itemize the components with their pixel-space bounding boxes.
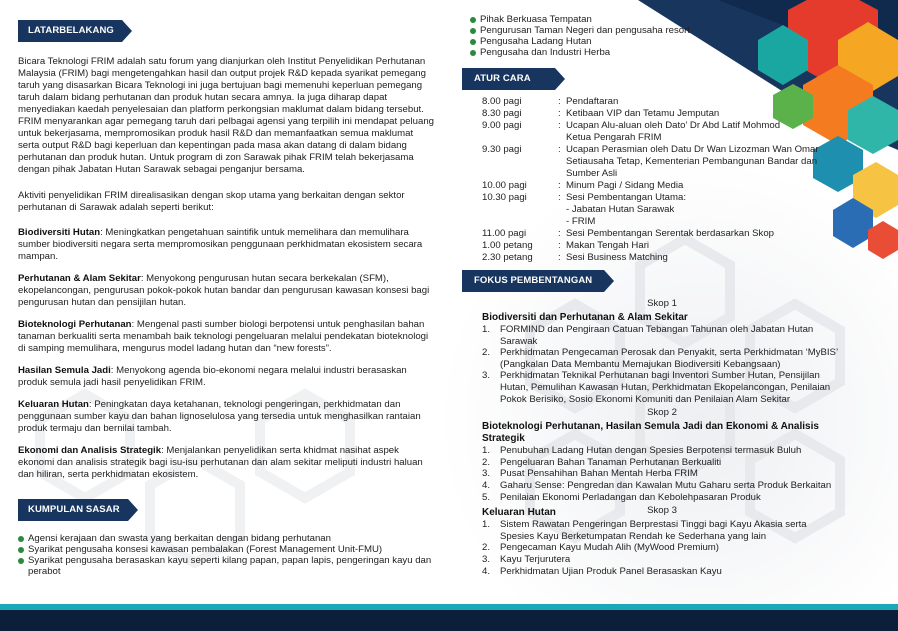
- item-text: Penilaian Ekonomi Perladangan dan Kebolehpasaran Produk: [500, 491, 761, 503]
- footer-accent-strip: [0, 604, 898, 610]
- schedule-sep: [558, 204, 566, 216]
- skop-label: Skop 1: [647, 298, 677, 309]
- list-item: [482, 457, 842, 469]
- schedule-time: [482, 156, 558, 180]
- list-item: [482, 324, 842, 347]
- list-item: Syarikat pengusaha berasaskan kayu seperti kilang papan, papan lapis, pengeringan kayu dan perabot: [18, 555, 436, 577]
- list-item: Pihak Berkuasa Tempatan: [470, 14, 842, 25]
- right-column: [462, 14, 842, 577]
- item-text: Perkhidmatan Teknikal Perhutanan bagi Inventori Sumber Hutan, Pensijilan Hutan, Pemulihan Kawasan Hutan, Perkhidmatan Ekopelancongan, Penilaian Pokok Berisiko, Sosio Ekonomi Komuniti dan Penilaian Alam Sekitar: [500, 370, 831, 405]
- item-number: 3.: [482, 553, 491, 565]
- scope-text: : Meningkatkan pengetahuan saintifik untuk memelihara dan memulihara sumber biodiversiti negara serta mempromosikan penggunaan perkhidmatan ekosistem secara mampan.: [18, 227, 423, 262]
- item-number: 1.: [482, 324, 491, 335]
- item-text: Perkhidmatan Ujian Produk Panel Berasaskan Kayu: [500, 565, 722, 577]
- skop-list: [482, 445, 842, 503]
- list-item: [482, 370, 842, 405]
- list-item: [482, 445, 842, 457]
- item-number: 1.: [482, 519, 491, 531]
- list-item: Syarikat pengusaha konsesi kawasan pembalakan (Forest Management Unit-FMU): [18, 544, 436, 555]
- schedule-time: 8.30 pagi: [482, 108, 522, 119]
- schedule-desc: Sesi Pembentangan Utama:: [566, 192, 686, 203]
- skop-list: [482, 324, 842, 405]
- item-number: 1.: [482, 445, 491, 457]
- schedule-desc: - FRIM: [566, 216, 596, 227]
- skop-label: Skop 3: [647, 505, 677, 517]
- footer-bar: [0, 604, 898, 631]
- list-item: Pengusaha Ladang Hutan: [470, 36, 842, 47]
- schedule-desc: Ketibaan VIP dan Tetamu Jemputan: [566, 108, 720, 119]
- schedule-time: 11.00 pagi: [482, 228, 527, 239]
- schedule-time: 10.00 pagi: [482, 180, 527, 191]
- schedule-desc: Pendaftaran: [566, 96, 619, 107]
- scope-item: [18, 365, 436, 389]
- list-item: Agensi kerajaan dan swasta yang berkaitan dengan bidang perhutanan: [18, 533, 436, 544]
- schedule-desc: Ucapan Alu-aluan oleh Dato’ Dr Abd Latif Mohmod: [566, 120, 781, 131]
- list-item: [482, 492, 842, 504]
- skop-2: [482, 407, 842, 503]
- schedule-desc: Sesi Pembentangan Serentak berdasarkan Skop: [566, 228, 774, 239]
- item-text: Penubuhan Ladang Hutan dengan Spesies Berpotensi termasuk Buluh: [500, 445, 802, 457]
- item-number: 2.: [482, 347, 491, 359]
- item-number: 3.: [482, 370, 491, 382]
- skop-title: Bioteknologi Perhutanan, Hasilan Semula Jadi dan Ekonomi & Analisis Strategik: [482, 421, 819, 445]
- schedule-desc: - Jabatan Hutan Sarawak: [566, 204, 675, 215]
- item-number: 3.: [482, 468, 491, 480]
- item-number: 4.: [482, 565, 491, 577]
- list-item: [482, 542, 842, 554]
- schedule-desc: Ucapan Perasmian oleh Datu Dr Wan Lizozman Wan Omar: [566, 144, 819, 155]
- latarbelakang-paragraph-2: Aktiviti penyelidikan FRIM direalisasikan dengan skop utama yang berkaitan dengan sektor perhutanan di Sarawak adalah seperti berikut:: [18, 190, 405, 213]
- scope-term: Perhutanan & Alam Sekitar: [18, 273, 141, 284]
- schedule-time: 9.30 pagi: [482, 144, 522, 155]
- scope-text: : Menyokong agenda bio-ekonomi negara melalui industri berasaskan produk semula jadi hasil penyelidikan FRIM.: [18, 365, 407, 388]
- section-header-atur-cara: ATUR CARA: [462, 68, 555, 90]
- item-text: Perkhidmatan Pengecaman Perosak dan Penyakit, serta Perkhidmatan ‘MyBIS’ (Pangkalan Data Membantu Memajukan Biodiversiti Kebangsaan): [500, 347, 838, 370]
- schedule-sep: :: [558, 240, 561, 251]
- scope-item: [18, 227, 436, 263]
- scope-text: : Menjalankan penyelidikan serta khidmat nasihat aspek ekonomi dan analisis strategik bagi isu-isu perhutanan dan alam sekitar meliputi industri haluan dan hiliran, serta perkhidmatan ekosistem.: [18, 445, 423, 480]
- scope-item: [18, 273, 436, 309]
- schedule-desc: Ketua Pengarah FRIM: [566, 132, 662, 143]
- item-text: FORMIND dan Pengiraan Catuan Tebangan Tahunan oleh Jabatan Hutan Sarawak: [500, 324, 814, 347]
- schedule-sep: :: [558, 192, 561, 203]
- schedule-sep: [558, 132, 566, 144]
- scope-item: [18, 399, 436, 435]
- skop-title: Keluaran Hutan: [482, 507, 556, 519]
- skop-1: [482, 298, 842, 405]
- list-item: [482, 468, 842, 480]
- target-group-list: [18, 533, 436, 577]
- section-header-fokus-pembentangan: FOKUS PEMBENTANGAN: [462, 270, 604, 292]
- schedule-table: [482, 96, 842, 264]
- item-text: Pengecaman Kayu Mudah Alih (MyWood Premium): [500, 542, 719, 554]
- schedule-time: 8.00 pagi: [482, 96, 522, 107]
- item-text: Sistem Rawatan Pengeringan Berprestasi Tinggi bagi Kayu Akasia serta Spesies Kayu Berketumpatan Rendah ke Sederhana yang lain: [500, 519, 807, 542]
- item-number: 2.: [482, 542, 491, 554]
- skop-title: Biodiversiti dan Perhutanan & Alam Sekitar: [482, 312, 688, 323]
- list-item: Pengurusan Taman Negeri dan pengusaha resort: [470, 25, 842, 36]
- scope-term: Ekonomi dan Analisis Strategik: [18, 445, 162, 456]
- schedule-sep: :: [558, 144, 561, 155]
- item-text: Gaharu Sense: Pengredan dan Kawalan Mutu Gaharu serta Produk Berkaitan: [500, 479, 832, 491]
- schedule-time: [482, 132, 558, 144]
- list-item: [482, 347, 842, 370]
- skop-list: [482, 519, 842, 577]
- latarbelakang-paragraph-1: Bicara Teknologi FRIM adalah satu forum yang dianjurkan oleh Institut Penyelidikan Perhutanan Malaysia (FRIM) bagi mengetengahkan hasil dan output projek R&D kepada syarikat pemegang taruh yang disasarkan Bicara Teknologi ini juga bertujuan bagi memenuhi keperluan pemegang taruh dalam bidang perhutanan dan produk hutan secara amnya. Ia juga diharap dapat menyediakan kaedah penyelesaian dan platform perkongsian maklumat dalam bidang tersebut. FRIM menyarankan agar pemegang taruh dari pelbagai agensi yang terpilih ini mendapat peluang untuk bekerjasama, mempromosikan produk hasil R&D dan memanfaatkan semua maklumat serta output R&D bagi keperluan dan kepentingan pada masa akan datang di dalam bidang perhutanan dan produk hutan. Untuk program di zon Sarawak pihak FRIM telah bekerjasama dengan pihak Jabatan Hutan Sarawak sebagai penganjur bersama.: [18, 56, 434, 175]
- section-header-kumpulan-sasar: KUMPULAN SASAR: [18, 499, 128, 521]
- skop-3: [482, 505, 842, 577]
- list-item: [482, 519, 842, 542]
- schedule-time: 9.00 pagi: [482, 120, 522, 131]
- scope-term: Bioteknologi Perhutanan: [18, 319, 132, 330]
- schedule-sep: :: [558, 228, 561, 239]
- schedule-time: [482, 216, 558, 228]
- schedule-desc: Makan Tengah Hari: [566, 240, 650, 251]
- target-group-list-continued: [470, 14, 842, 58]
- scope-term: Keluaran Hutan: [18, 399, 89, 410]
- schedule-sep: :: [558, 120, 561, 131]
- schedule-time: [482, 204, 558, 216]
- schedule-sep: :: [558, 252, 561, 263]
- schedule-time: 10.30 pagi: [482, 192, 527, 203]
- schedule-desc: Setiausaha Tetap, Kementerian Pembangunan Bandar dan Sumber Asli: [566, 156, 818, 179]
- schedule-time: 1.00 petang: [482, 240, 533, 251]
- item-text: Pengeluaran Bahan Tanaman Perhutanan Berkualiti: [500, 456, 722, 468]
- section-header-latarbelakang: LATARBELAKANG: [18, 20, 122, 42]
- scope-term: Hasilan Semula Jadi: [18, 365, 111, 376]
- schedule-sep: [558, 216, 566, 228]
- scope-text: : Peningkatan daya ketahanan, teknologi pengeringan, perkhidmatan dan penggunaan sumber kayu dan bahan lignoselulosa yang tersedia untuk menghasilkan rantaian produk termaju dan bernilai tambah.: [18, 399, 421, 434]
- scope-text: : Menyokong pengurusan hutan secara berkekalan (SFM), ekopelancongan, pengurusan pokok-pokok hutan bandar dan pengurusan kawasan konsesi bagi pengurusan hutan dan pensijilan hutan.: [18, 273, 430, 308]
- list-item: Pengusaha dan Industri Herba: [470, 47, 842, 58]
- schedule-sep: :: [558, 180, 561, 191]
- schedule-sep: [558, 156, 566, 180]
- item-text: Pusat Pensahihan Bahan Mentah Herba FRIM: [500, 468, 698, 480]
- schedule-sep: :: [558, 108, 561, 119]
- schedule-sep: :: [558, 96, 561, 107]
- left-column: [18, 20, 436, 577]
- list-item: [482, 480, 842, 492]
- scope-item: [18, 319, 436, 355]
- scope-item: [18, 445, 436, 481]
- skop-label: Skop 2: [647, 407, 677, 419]
- schedule-desc: Sesi Business Matching: [566, 252, 668, 263]
- item-number: 4.: [482, 479, 491, 491]
- item-number: 5.: [482, 491, 491, 503]
- schedule-time: 2.30 petang: [482, 252, 533, 263]
- schedule-desc: Minum Pagi / Sidang Media: [566, 180, 684, 191]
- item-number: 2.: [482, 456, 491, 468]
- list-item: [482, 566, 842, 578]
- item-text: Kayu Terjurutera: [500, 553, 571, 565]
- list-item: [482, 554, 842, 566]
- scope-text: : Mengenal pasti sumber biologi berpotensi untuk penghasilan bahan tanaman berkualiti serta menambah baik teknologi pengeluaran melalui pendekatan bioteknologi di samping memulihara, mengurus model ladang hutan dan “new forests”.: [18, 319, 429, 354]
- scope-term: Biodiversiti Hutan: [18, 227, 101, 238]
